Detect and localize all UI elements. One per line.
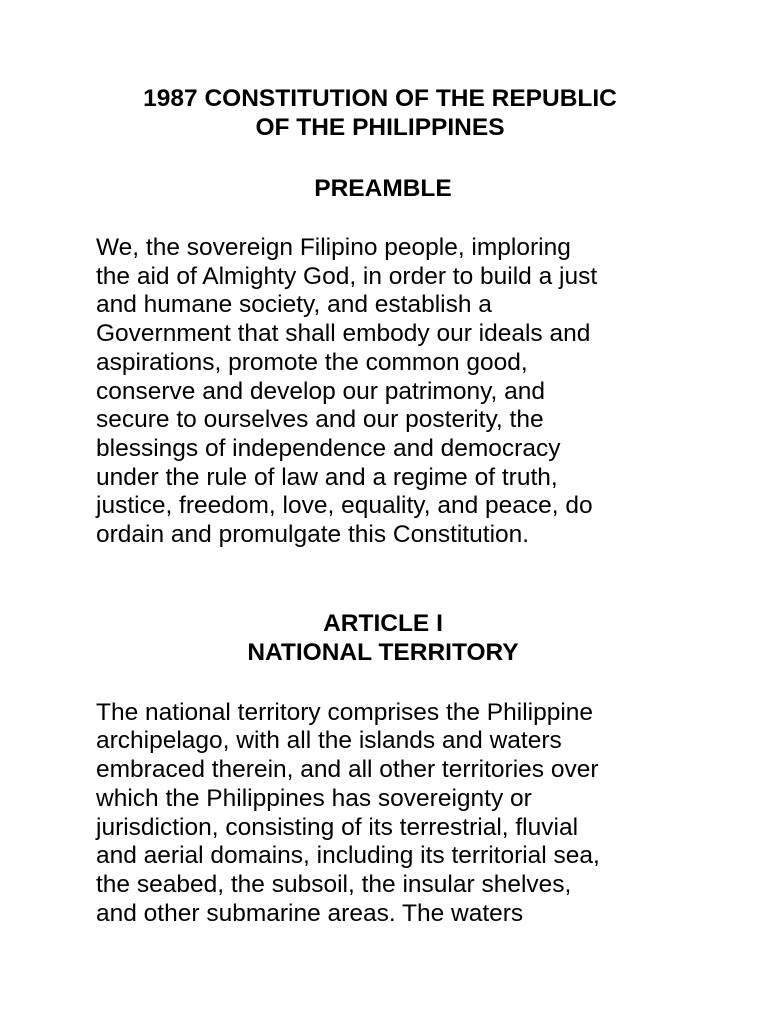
preamble-heading: PREAMBLE (314, 175, 452, 202)
article-line: the seabed, the subsoil, the insular shelves, (96, 870, 572, 898)
preamble-text (96, 234, 676, 550)
preamble-line: Government that shall embody our ideals and (96, 320, 591, 348)
preamble-line: aspirations, promote the common good, (96, 348, 528, 376)
article-title: NATIONAL TERRITORY (247, 638, 519, 666)
article-line: which the Philippines has sovereignty or (96, 784, 532, 812)
article-number: ARTICLE I (323, 609, 443, 637)
preamble-line: secure to ourselves and our posterity, the (96, 406, 544, 434)
article-text (96, 699, 676, 929)
article-line: The national territory comprises the Philippine (96, 698, 594, 726)
preamble-line: conserve and develop our patrimony, and (96, 377, 545, 405)
article-line: archipelago, with all the islands and waters (96, 727, 562, 755)
article-line: and other submarine areas. The waters (96, 899, 524, 927)
preamble-line: blessings of independence and democracy (96, 434, 561, 462)
document-title (90, 84, 670, 142)
article-line: and aerial domains, including its territorial sea, (96, 842, 600, 870)
document-title-line: OF THE PHILIPPINES (255, 114, 505, 141)
document-title-line: 1987 CONSTITUTION OF THE REPUBLIC (143, 85, 617, 112)
preamble-line: ordain and promulgate this Constitution. (96, 521, 530, 549)
preamble-line: and humane society, and establish a (96, 291, 492, 319)
preamble-line: under the rule of law and a regime of truth, (96, 463, 558, 491)
article-line: embraced therein, and all other territories over (96, 756, 599, 784)
preamble-line: justice, freedom, love, equality, and peace, do (96, 492, 593, 520)
article-line: jurisdiction, consisting of its terrestrial, fluvial (96, 813, 579, 841)
article-heading (90, 609, 676, 667)
preamble-line: We, the sovereign Filipino people, imploring (96, 234, 571, 261)
preamble-line: the aid of Almighty God, in order to build a just (96, 262, 598, 290)
document-page (96, 84, 676, 928)
